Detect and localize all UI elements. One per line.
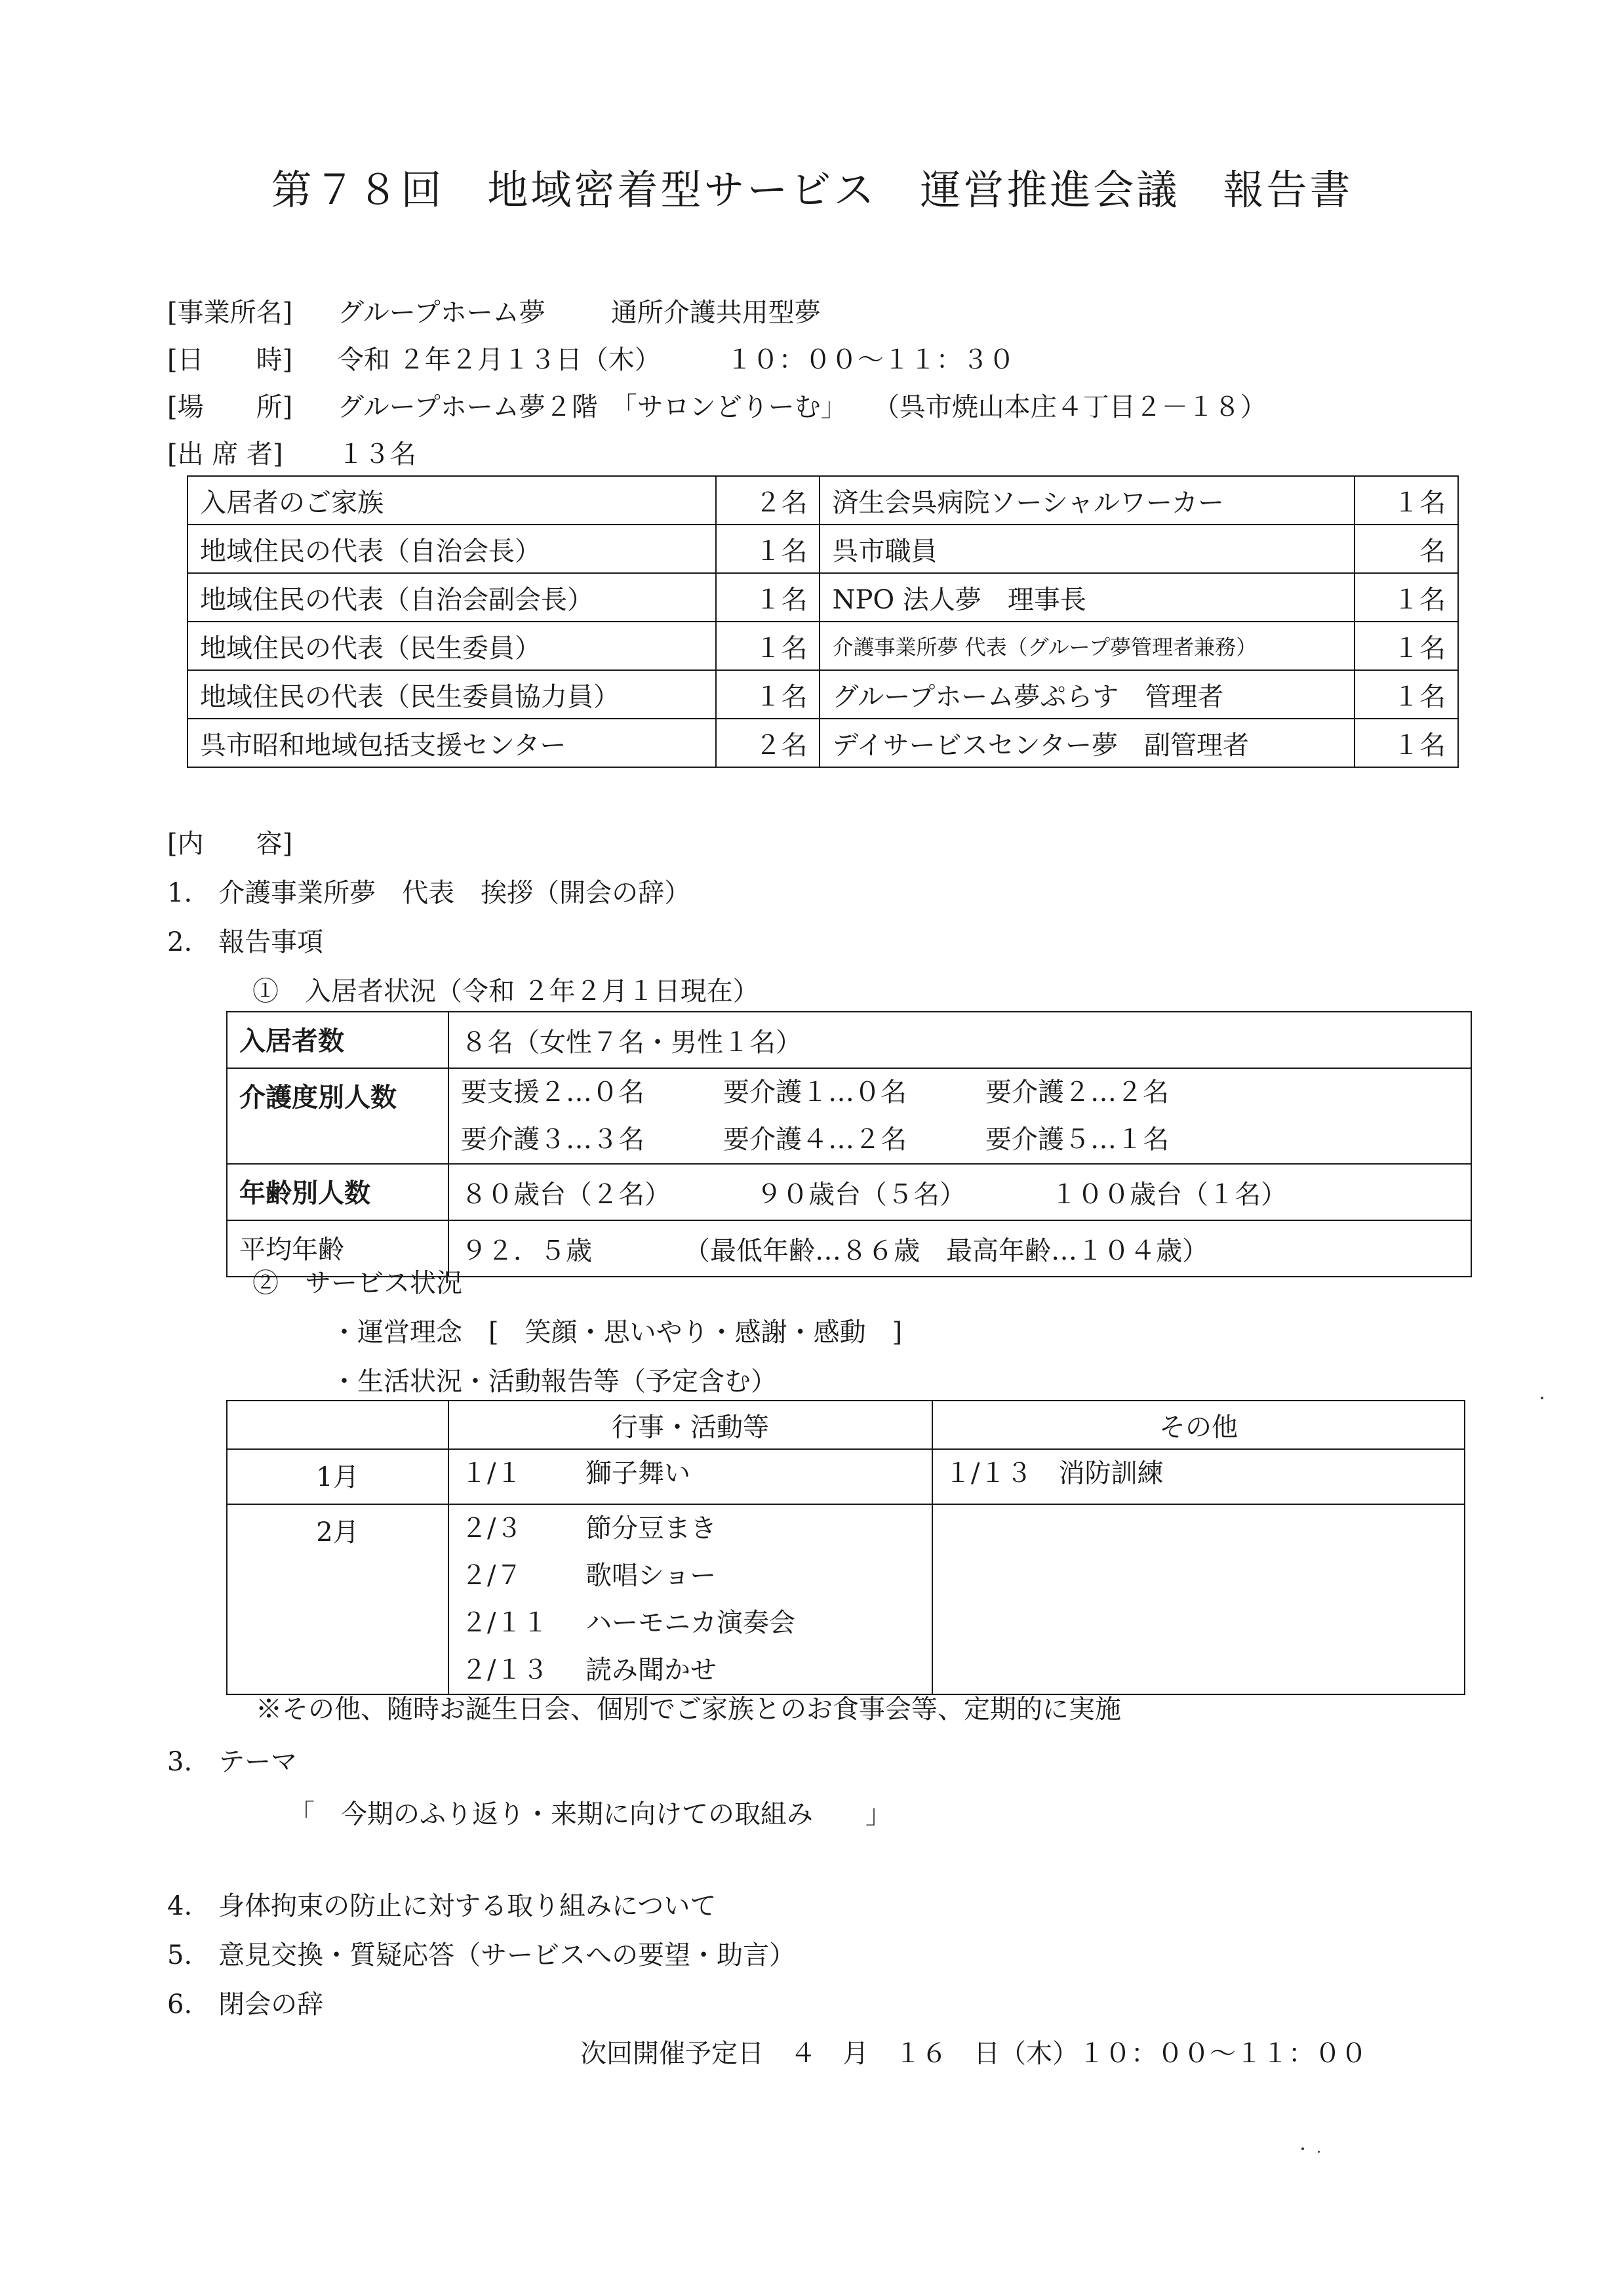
age-value: ９０歳台（５名） (756, 1179, 966, 1210)
place-row (167, 386, 1267, 424)
care-value: 要介護２…２名 (985, 1077, 1169, 1108)
event-name: 読み聞かせ (585, 1655, 717, 1685)
attendee-group: 地域住民の代表（自治会長） (188, 525, 716, 573)
event-name: 節分豆まき (585, 1513, 717, 1544)
age-group-values (448, 1164, 1471, 1220)
content-item-1: 1. 介護事業所夢 代表 挨拶（開会の辞） (167, 878, 691, 908)
datetime-row (167, 339, 1015, 376)
attendee-group: グループホーム夢ぷらす 管理者 (820, 670, 1355, 719)
age-value: ８０歳台（２名） (461, 1179, 671, 1210)
table-row (188, 476, 1458, 525)
event-item (461, 1646, 920, 1694)
activity-heading: ・生活状況・活動報告等（予定含む） (331, 1367, 777, 1397)
age-group-label: 年齢別人数 (227, 1164, 448, 1220)
attendees-value: １３名 (338, 439, 416, 469)
other-cell (932, 1504, 1465, 1694)
attendee-count: １名 (1355, 476, 1458, 525)
care-level-label: 介護度別人数 (227, 1068, 448, 1164)
age-value: １００歳台（１名） (1051, 1179, 1287, 1210)
attendee-group: 済生会呉病院ソーシャルワーカー (820, 476, 1355, 525)
datetime-value: 令和 ２年２月１３日（木） (338, 345, 661, 375)
content-heading: [内 容] (167, 829, 293, 859)
attendees-row (167, 433, 416, 471)
column-header: その他 (932, 1401, 1465, 1449)
office-row (167, 292, 821, 329)
month-cell: 2月 (227, 1504, 448, 1694)
place-value: グループホーム夢２階 「サロンどりーむ」 (338, 392, 847, 422)
attendee-group: 地域住民の代表（自治会副会長） (188, 573, 716, 622)
average-age-values (448, 1220, 1471, 1277)
event-date: ２/３ (461, 1513, 523, 1544)
resident-count-label: 入居者数 (227, 1012, 448, 1068)
care-value: 要介護４…２名 (723, 1125, 907, 1155)
attendee-group: 地域住民の代表（民生委員協力員） (188, 670, 716, 719)
service-subheading: ② サービス状況 (252, 1268, 462, 1298)
event-name: ハーモニカ演奏会 (585, 1608, 795, 1638)
table-row (227, 1504, 1465, 1694)
scan-speck (1318, 2151, 1320, 2153)
attendee-count: １名 (1355, 670, 1458, 719)
month-cell: 1月 (227, 1449, 448, 1504)
datetime-label: [日 時] (167, 345, 293, 375)
attendee-count: ２名 (716, 476, 820, 525)
content-item-2: 2. 報告事項 (167, 927, 324, 957)
residents-subheading: ① 入居者状況（令和 ２年２月１日現在） (252, 976, 759, 1007)
residents-table (226, 1011, 1472, 1277)
office-value: グループホーム夢 (338, 298, 545, 328)
attendee-count: １名 (716, 573, 820, 622)
event-date: ２/７ (461, 1561, 523, 1591)
event-name: 歌唱ショー (585, 1561, 717, 1591)
table-row (188, 670, 1458, 719)
office-value2: 通所介護共用型夢 (610, 298, 821, 328)
event-name: 獅子舞い (585, 1458, 690, 1488)
resident-count-value: ８名（女性７名・男性１名） (448, 1012, 1471, 1068)
average-age-label: 平均年齢 (227, 1220, 448, 1277)
attendee-count: １名 (1355, 622, 1458, 670)
attendee-count: 名 (1355, 525, 1458, 573)
event-item (461, 1552, 920, 1599)
attendee-count: １名 (716, 525, 820, 573)
content-item-4: 4. 身体拘束の防止に対する取り組みについて (167, 1891, 717, 1921)
attendee-count: １名 (716, 622, 820, 670)
attendee-count: １名 (716, 670, 820, 719)
theme-text: 「 今期のふり返り・来期に向けての取組み 」 (288, 1799, 892, 1829)
care-value: 要介護１…０名 (723, 1077, 907, 1108)
datetime-value2: １０：００～１１：３０ (726, 345, 1015, 375)
other-cell: １/１３ 消防訓練 (932, 1449, 1465, 1504)
operating-philosophy: ・運営理念 [ 笑顔・思いやり・感謝・感動 ] (331, 1317, 903, 1347)
table-row (188, 525, 1458, 573)
table-row (188, 573, 1458, 622)
table-row (227, 1449, 1465, 1504)
events-cell (448, 1449, 932, 1504)
care-level-values (448, 1068, 1471, 1164)
table-header-row (227, 1401, 1465, 1449)
content-item-6: 6. 閉会の辞 (167, 1989, 324, 2020)
attendee-group: デイサービスセンター夢 副管理者 (820, 719, 1355, 767)
attendees-label: [出 席 者] (167, 439, 283, 469)
table-row (227, 1068, 1471, 1164)
age-range: （最低年齢…８６歳 最高年齢…１０４歳） (684, 1235, 1208, 1266)
attendee-group: 地域住民の代表（民生委員） (188, 622, 716, 670)
place-label: [場 所] (167, 392, 293, 422)
scan-speck (1301, 2147, 1304, 2150)
care-value: 要支援２…０名 (461, 1077, 644, 1108)
attendee-group: NPO 法人夢 理事長 (820, 573, 1355, 622)
office-label: [事業所名] (167, 298, 293, 328)
attendee-count: １名 (1355, 573, 1458, 622)
care-level-row-2 (461, 1116, 1459, 1163)
average-age-value: ９２．５歳 (461, 1235, 592, 1266)
table-row (227, 1164, 1471, 1220)
attendee-count: １名 (1355, 719, 1458, 767)
next-meeting: 次回開催予定日 ４ 月 １６ 日（木）１０：００～１１：００ (580, 2039, 1367, 2069)
attendee-group: 呉市昭和地域包括支援センター (188, 719, 716, 767)
table-row (227, 1012, 1471, 1068)
content-item-3: 3. テーマ (167, 1747, 298, 1777)
attendee-group: 呉市職員 (820, 525, 1355, 573)
events-cell (448, 1504, 932, 1694)
activity-note: ※その他、随時お誕生日会、個別でご家族とのお食事会等、定期的に実施 (256, 1694, 1121, 1725)
report-title: 第７８回 地域密着型サービス 運営推進会議 報告書 (271, 166, 1353, 214)
event-date: ２/１１ (461, 1608, 549, 1638)
activities-table (226, 1400, 1465, 1695)
care-value: 要介護５…１名 (985, 1125, 1169, 1155)
attendee-group: 入居者のご家族 (188, 476, 716, 525)
event-date: ２/１３ (461, 1655, 549, 1685)
column-header (227, 1401, 448, 1449)
column-header: 行事・活動等 (448, 1401, 932, 1449)
event-date: １/１ (461, 1458, 523, 1488)
event-item (461, 1599, 920, 1646)
event-item (461, 1450, 920, 1497)
care-value: 要介護３…３名 (461, 1125, 644, 1155)
care-level-row-1 (461, 1069, 1459, 1116)
attendee-count: ２名 (716, 719, 820, 767)
attendance-table (187, 475, 1459, 768)
scan-speck (1541, 1397, 1543, 1399)
table-row (188, 719, 1458, 767)
event-item (461, 1505, 920, 1552)
content-item-5: 5. 意見交換・質疑応答（サービスへの要望・助言） (167, 1940, 796, 1970)
attendee-group: 介護事業所夢 代表（グループ夢管理者兼務） (820, 622, 1355, 670)
table-row (188, 622, 1458, 670)
place-value2: （呉市焼山本庄４丁目２－１８） (886, 392, 1267, 422)
